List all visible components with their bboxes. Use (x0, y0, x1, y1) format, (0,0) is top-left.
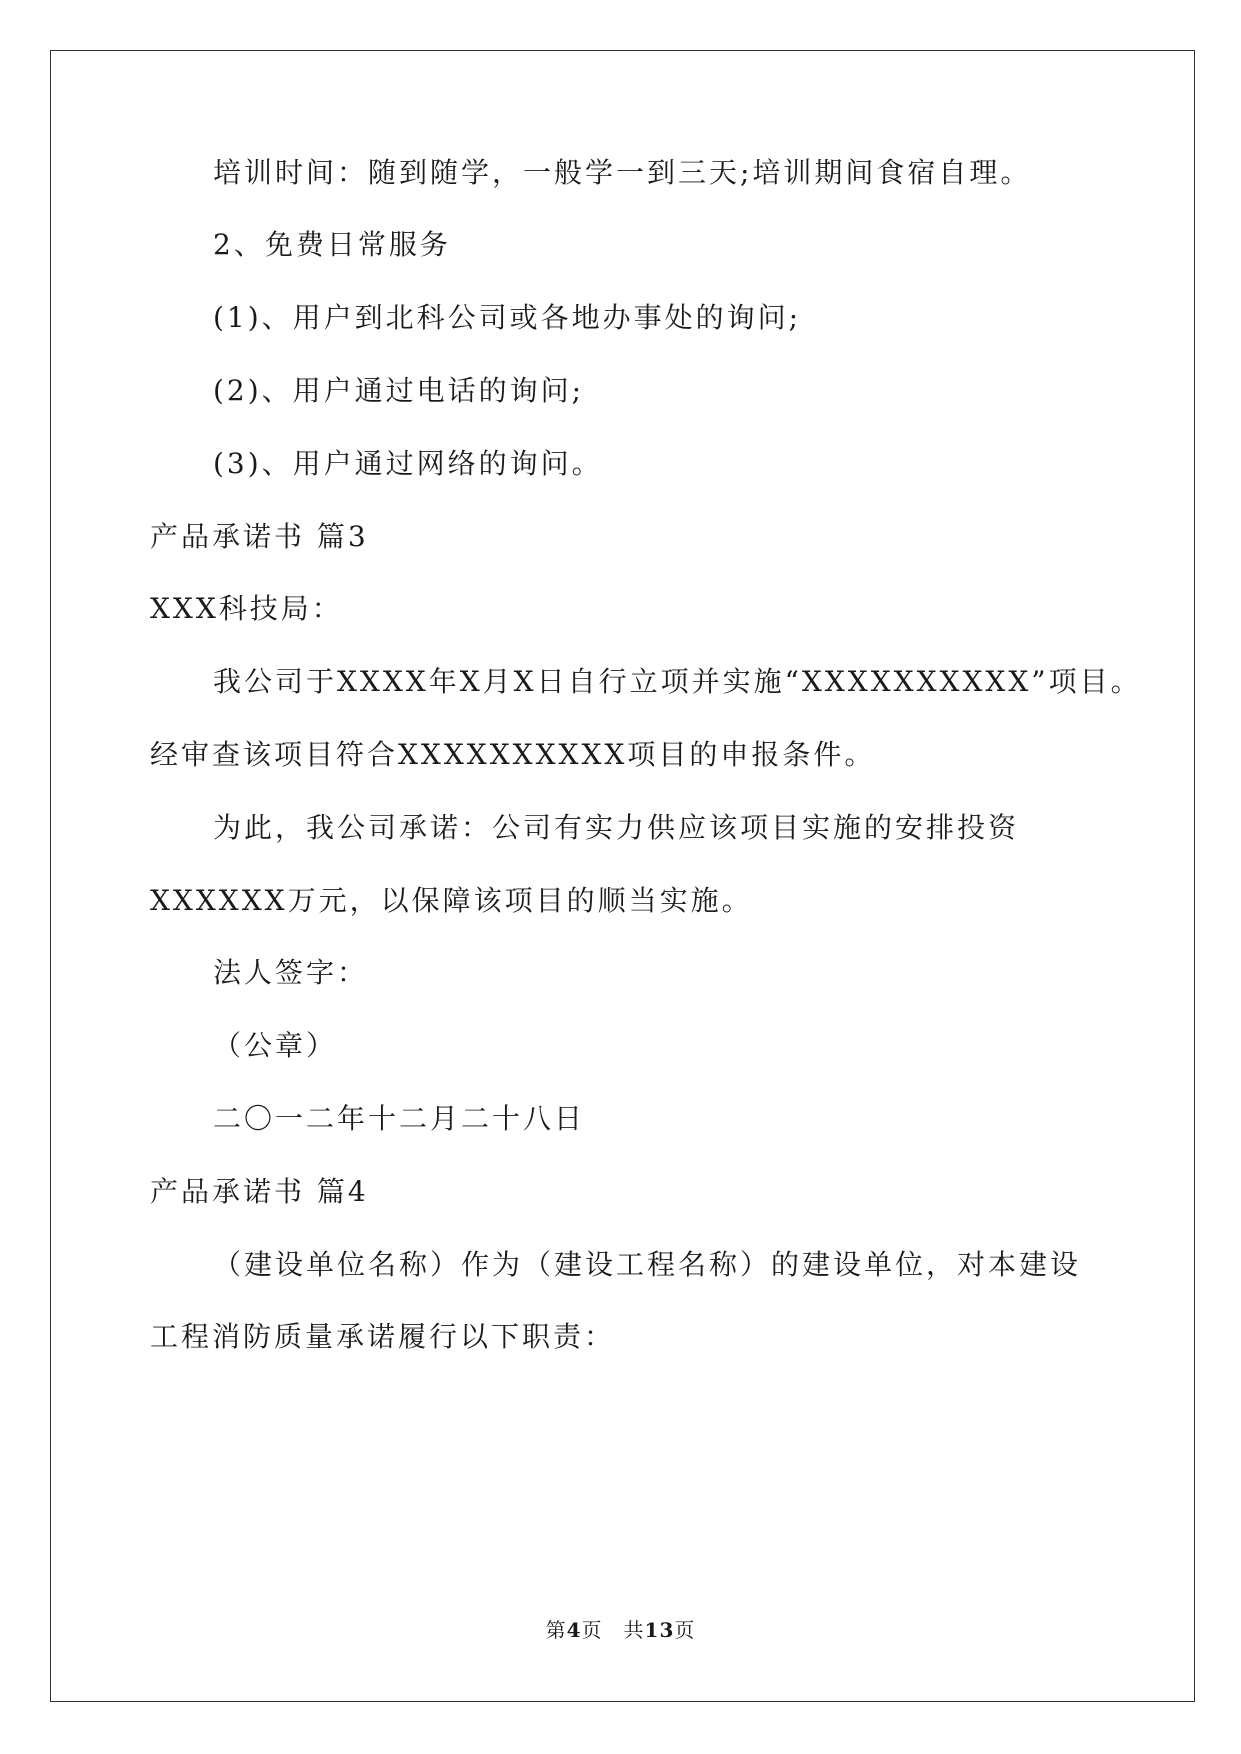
list-item-3: (3)、用户通过网络的询问。 (213, 447, 603, 480)
list-item-1: (1)、用户到北科公司或各地办事处的询问; (213, 301, 802, 334)
footer-total-pages: 13 (644, 1618, 675, 1642)
paragraph-line-training-time: 培训时间：随到随学，一般学一到三天;培训期间食宿自理。 (213, 156, 1032, 189)
signature-label: 法人签字： (213, 956, 369, 989)
paragraph-line-construction: （建设单位名称）作为（建设工程名称）的建设单位，对本建设 (213, 1248, 1082, 1281)
section-title-part-3: 产品承诺书 篇3 (150, 520, 369, 553)
paragraph-line-duties: 工程消防质量承诺履行以下职责： (150, 1320, 616, 1353)
page-footer (0, 1616, 1241, 1644)
paragraph-line-review: 经审查该项目符合XXXXXXXXXX项目的申报条件。 (150, 738, 876, 771)
section-title-part-4: 产品承诺书 篇4 (150, 1175, 369, 1208)
footer-suffix: 页 (674, 1618, 696, 1642)
footer-prefix: 第 (545, 1618, 567, 1642)
paragraph-line-investment: XXXXXX万元，以保障该项目的顺当实施。 (150, 884, 753, 917)
footer-middle: 页 共 (581, 1618, 645, 1642)
paragraph-line-project: 我公司于XXXX年X月X日自行立项并实施“XXXXXXXXXX”项目。 (213, 665, 1142, 698)
list-item-2: (2)、用户通过电话的询问; (213, 374, 585, 407)
heading-free-daily-service: 2、免费日常服务 (213, 228, 451, 261)
addressee: XXX科技局： (150, 592, 343, 625)
seal-label: （公章） (213, 1029, 338, 1062)
paragraph-line-commitment: 为此，我公司承诺：公司有实力供应该项目实施的安排投资 (213, 811, 1020, 844)
footer-page-number: 4 (566, 1618, 582, 1642)
date-line: 二〇一二年十二月二十八日 (213, 1102, 586, 1135)
